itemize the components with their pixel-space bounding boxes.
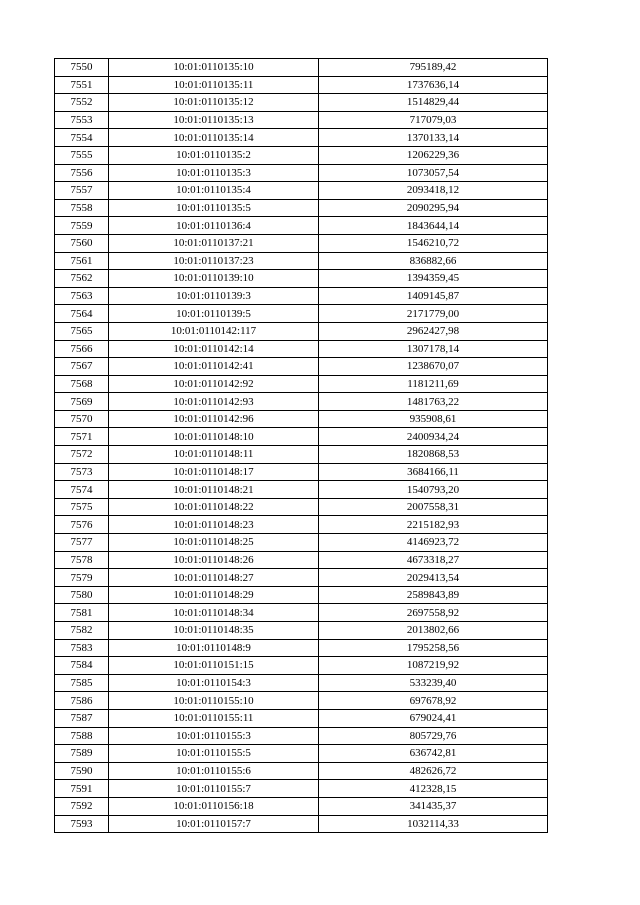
value-cell: 1238670,07 <box>319 358 548 376</box>
value-cell: 1181211,69 <box>319 375 548 393</box>
value-cell: 4146923,72 <box>319 534 548 552</box>
cadastral-value-table <box>54 58 548 833</box>
value-cell: 1514829,44 <box>319 94 548 112</box>
table-row <box>55 410 548 428</box>
cadastral-number-cell: 10:01:0110148:29 <box>109 586 319 604</box>
table-row <box>55 463 548 481</box>
value-cell: 1032114,33 <box>319 815 548 833</box>
row-number-cell: 7550 <box>55 59 109 77</box>
table-row <box>55 234 548 252</box>
row-number-cell: 7587 <box>55 709 109 727</box>
cadastral-number-cell: 10:01:0110137:21 <box>109 234 319 252</box>
value-cell: 717079,03 <box>319 111 548 129</box>
row-number-cell: 7566 <box>55 340 109 358</box>
cadastral-number-cell: 10:01:0110151:15 <box>109 657 319 675</box>
cadastral-number-cell: 10:01:0110139:5 <box>109 305 319 323</box>
table-row <box>55 129 548 147</box>
cadastral-number-cell: 10:01:0110137:23 <box>109 252 319 270</box>
cadastral-number-cell: 10:01:0110157:7 <box>109 815 319 833</box>
table-row <box>55 446 548 464</box>
cadastral-number-cell: 10:01:0110135:13 <box>109 111 319 129</box>
table-row <box>55 111 548 129</box>
table-row <box>55 199 548 217</box>
cadastral-number-cell: 10:01:0110154:3 <box>109 674 319 692</box>
row-number-cell: 7556 <box>55 164 109 182</box>
row-number-cell: 7570 <box>55 410 109 428</box>
row-number-cell: 7583 <box>55 639 109 657</box>
cadastral-number-cell: 10:01:0110148:27 <box>109 569 319 587</box>
cadastral-number-cell: 10:01:0110155:11 <box>109 709 319 727</box>
value-cell: 3684166,11 <box>319 463 548 481</box>
value-cell: 2215182,93 <box>319 516 548 534</box>
table-row <box>55 358 548 376</box>
value-cell: 805729,76 <box>319 727 548 745</box>
row-number-cell: 7560 <box>55 234 109 252</box>
table-row <box>55 780 548 798</box>
value-cell: 2171779,00 <box>319 305 548 323</box>
table-body <box>55 59 548 833</box>
row-number-cell: 7578 <box>55 551 109 569</box>
cadastral-number-cell: 10:01:0110148:22 <box>109 498 319 516</box>
cadastral-number-cell: 10:01:0110148:9 <box>109 639 319 657</box>
value-cell: 1795258,56 <box>319 639 548 657</box>
cadastral-number-cell: 10:01:0110155:3 <box>109 727 319 745</box>
cadastral-number-cell: 10:01:0110148:10 <box>109 428 319 446</box>
row-number-cell: 7553 <box>55 111 109 129</box>
table-row <box>55 94 548 112</box>
row-number-cell: 7580 <box>55 586 109 604</box>
row-number-cell: 7568 <box>55 375 109 393</box>
table-row <box>55 604 548 622</box>
value-cell: 2007558,31 <box>319 498 548 516</box>
row-number-cell: 7590 <box>55 762 109 780</box>
cadastral-number-cell: 10:01:0110135:10 <box>109 59 319 77</box>
row-number-cell: 7593 <box>55 815 109 833</box>
cadastral-number-cell: 10:01:0110139:3 <box>109 287 319 305</box>
cadastral-number-cell: 10:01:0110148:25 <box>109 534 319 552</box>
value-cell: 4673318,27 <box>319 551 548 569</box>
value-cell: 636742,81 <box>319 745 548 763</box>
table-row <box>55 322 548 340</box>
cadastral-number-cell: 10:01:0110148:34 <box>109 604 319 622</box>
row-number-cell: 7577 <box>55 534 109 552</box>
value-cell: 2589843,89 <box>319 586 548 604</box>
cadastral-number-cell: 10:01:0110135:5 <box>109 199 319 217</box>
cadastral-number-cell: 10:01:0110155:7 <box>109 780 319 798</box>
table-row <box>55 393 548 411</box>
table-row <box>55 76 548 94</box>
cadastral-number-cell: 10:01:0110135:3 <box>109 164 319 182</box>
table-row <box>55 727 548 745</box>
table-row <box>55 340 548 358</box>
table-row <box>55 815 548 833</box>
row-number-cell: 7592 <box>55 797 109 815</box>
cadastral-number-cell: 10:01:0110136:4 <box>109 217 319 235</box>
table-row <box>55 622 548 640</box>
table-row <box>55 551 548 569</box>
row-number-cell: 7555 <box>55 146 109 164</box>
cadastral-number-cell: 10:01:0110142:41 <box>109 358 319 376</box>
cadastral-number-cell: 10:01:0110155:6 <box>109 762 319 780</box>
row-number-cell: 7579 <box>55 569 109 587</box>
table-row <box>55 59 548 77</box>
value-cell: 1481763,22 <box>319 393 548 411</box>
cadastral-number-cell: 10:01:0110155:5 <box>109 745 319 763</box>
table-row <box>55 745 548 763</box>
row-number-cell: 7567 <box>55 358 109 376</box>
cadastral-number-cell: 10:01:0110139:10 <box>109 270 319 288</box>
row-number-cell: 7552 <box>55 94 109 112</box>
row-number-cell: 7585 <box>55 674 109 692</box>
table-row <box>55 428 548 446</box>
row-number-cell: 7554 <box>55 129 109 147</box>
value-cell: 1843644,14 <box>319 217 548 235</box>
table-row <box>55 164 548 182</box>
cadastral-number-cell: 10:01:0110142:117 <box>109 322 319 340</box>
cadastral-number-cell: 10:01:0110142:96 <box>109 410 319 428</box>
row-number-cell: 7573 <box>55 463 109 481</box>
cadastral-number-cell: 10:01:0110135:4 <box>109 182 319 200</box>
row-number-cell: 7575 <box>55 498 109 516</box>
row-number-cell: 7582 <box>55 622 109 640</box>
value-cell: 2013802,66 <box>319 622 548 640</box>
table-row <box>55 146 548 164</box>
value-cell: 341435,37 <box>319 797 548 815</box>
table-row <box>55 481 548 499</box>
row-number-cell: 7565 <box>55 322 109 340</box>
row-number-cell: 7564 <box>55 305 109 323</box>
cadastral-number-cell: 10:01:0110156:18 <box>109 797 319 815</box>
table-row <box>55 534 548 552</box>
row-number-cell: 7574 <box>55 481 109 499</box>
table-row <box>55 182 548 200</box>
cadastral-number-cell: 10:01:0110142:93 <box>109 393 319 411</box>
cadastral-number-cell: 10:01:0110142:14 <box>109 340 319 358</box>
table-row <box>55 252 548 270</box>
value-cell: 1737636,14 <box>319 76 548 94</box>
value-cell: 2090295,94 <box>319 199 548 217</box>
cadastral-number-cell: 10:01:0110148:23 <box>109 516 319 534</box>
table-row <box>55 217 548 235</box>
cadastral-number-cell: 10:01:0110135:14 <box>109 129 319 147</box>
value-cell: 2029413,54 <box>319 569 548 587</box>
row-number-cell: 7562 <box>55 270 109 288</box>
value-cell: 1307178,14 <box>319 340 548 358</box>
table-row <box>55 516 548 534</box>
row-number-cell: 7572 <box>55 446 109 464</box>
table-row <box>55 657 548 675</box>
value-cell: 679024,41 <box>319 709 548 727</box>
value-cell: 836882,66 <box>319 252 548 270</box>
cadastral-number-cell: 10:01:0110135:11 <box>109 76 319 94</box>
row-number-cell: 7569 <box>55 393 109 411</box>
row-number-cell: 7589 <box>55 745 109 763</box>
table-row <box>55 797 548 815</box>
cadastral-number-cell: 10:01:0110148:17 <box>109 463 319 481</box>
value-cell: 2400934,24 <box>319 428 548 446</box>
row-number-cell: 7588 <box>55 727 109 745</box>
value-cell: 2962427,98 <box>319 322 548 340</box>
table-row <box>55 498 548 516</box>
table-row <box>55 692 548 710</box>
value-cell: 1073057,54 <box>319 164 548 182</box>
value-cell: 1409145,87 <box>319 287 548 305</box>
row-number-cell: 7571 <box>55 428 109 446</box>
cadastral-number-cell: 10:01:0110135:12 <box>109 94 319 112</box>
cadastral-number-cell: 10:01:0110148:11 <box>109 446 319 464</box>
cadastral-number-cell: 10:01:0110148:26 <box>109 551 319 569</box>
value-cell: 1206229,36 <box>319 146 548 164</box>
value-cell: 2093418,12 <box>319 182 548 200</box>
cadastral-number-cell: 10:01:0110148:21 <box>109 481 319 499</box>
value-cell: 697678,92 <box>319 692 548 710</box>
table-row <box>55 709 548 727</box>
row-number-cell: 7586 <box>55 692 109 710</box>
cadastral-number-cell: 10:01:0110148:35 <box>109 622 319 640</box>
value-cell: 935908,61 <box>319 410 548 428</box>
table-row <box>55 305 548 323</box>
table-row <box>55 375 548 393</box>
row-number-cell: 7576 <box>55 516 109 534</box>
value-cell: 2697558,92 <box>319 604 548 622</box>
value-cell: 1540793,20 <box>319 481 548 499</box>
value-cell: 1370133,14 <box>319 129 548 147</box>
table-row <box>55 569 548 587</box>
value-cell: 412328,15 <box>319 780 548 798</box>
row-number-cell: 7581 <box>55 604 109 622</box>
cadastral-number-cell: 10:01:0110155:10 <box>109 692 319 710</box>
table-row <box>55 762 548 780</box>
value-cell: 533239,40 <box>319 674 548 692</box>
row-number-cell: 7559 <box>55 217 109 235</box>
row-number-cell: 7558 <box>55 199 109 217</box>
cadastral-number-cell: 10:01:0110142:92 <box>109 375 319 393</box>
row-number-cell: 7557 <box>55 182 109 200</box>
row-number-cell: 7591 <box>55 780 109 798</box>
row-number-cell: 7561 <box>55 252 109 270</box>
row-number-cell: 7551 <box>55 76 109 94</box>
table-row <box>55 287 548 305</box>
value-cell: 1087219,92 <box>319 657 548 675</box>
value-cell: 1820868,53 <box>319 446 548 464</box>
table-row <box>55 674 548 692</box>
value-cell: 795189,42 <box>319 59 548 77</box>
row-number-cell: 7584 <box>55 657 109 675</box>
value-cell: 1394359,45 <box>319 270 548 288</box>
value-cell: 482626,72 <box>319 762 548 780</box>
table-row <box>55 639 548 657</box>
table-row <box>55 586 548 604</box>
cadastral-number-cell: 10:01:0110135:2 <box>109 146 319 164</box>
value-cell: 1546210,72 <box>319 234 548 252</box>
row-number-cell: 7563 <box>55 287 109 305</box>
table-row <box>55 270 548 288</box>
